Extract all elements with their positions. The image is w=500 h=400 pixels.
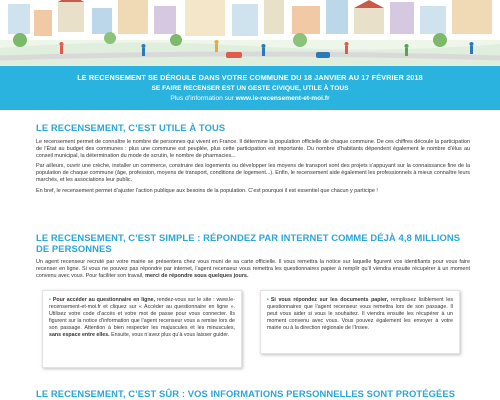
online-instructions-box (42, 290, 242, 368)
paper-instructions (267, 297, 453, 332)
info-prefix: Plus d’information sur (170, 95, 236, 102)
bullet-icon: • (49, 297, 51, 303)
section-title-simple: LE RECENSEMENT, C’EST SIMPLE : RÉPONDEZ PAR INTERNET COMME DÉJÀ 4,8 MILLIONS DE PERSONNES (36, 232, 461, 254)
campaign-band (0, 66, 500, 110)
illustration-banner (0, 0, 500, 66)
campaign-dates: LE RECENSEMENT SE DÉROULE DANS VOTRE COMMUNE DU 18 JANVIER AU 17 FÉVRIER 2018 (77, 73, 423, 82)
section-title-utile: LE RECENSEMENT, C’EST UTILE À TOUS (36, 122, 226, 133)
paragraph: Par ailleurs, ouvrir une crèche, installer un commerce, construire des logements ou développer les moyens de transport sont des projets s’appuyant sur la connaissance fine de la population de chaque commune (âge, profession, moyens de transport, conditions de logement...). Enfin, le recensement aide également les professionnels à mieux connaître leurs marchés, et les associations leur public. (36, 163, 470, 184)
section-sur (36, 388, 470, 399)
online-bold2: sans espace entre elles. (49, 332, 110, 338)
online-lead: Pour accéder au questionnaire en ligne, (52, 297, 156, 303)
paragraph: En bref, le recensement permet d’ajuster l’action publique aux besoins de la population. C’est pourquoi il est essentiel que chacun y participe ! (36, 187, 378, 194)
campaign-info (0, 95, 500, 102)
bullet-icon: • (267, 297, 269, 303)
paragraph: Le recensement permet de connaître le nombre de personnes qui vivent en France. Il détermine la population officielle de chaque commune. De ces chiffres découle la participation de l’État au budget des communes : plus une commune est peuplée, plus cette participation est importante. Du nombre d’habitants dépendent également le nombre d’élus au conseil municipal, la détermination du mode de scrutin, le nombre de pharmacies... (36, 139, 470, 160)
town-illustration (0, 0, 500, 66)
section-simple (36, 232, 470, 280)
paper-lead: Si vous répondez sur les documents papier, (270, 297, 389, 303)
online-text1: rendez-vous sur le site : www.le-recensement-et-moi.fr et cliquez sur « Accéder au questionnaire en ligne ». Utilisez votre code d’accès et votre mot de passe pour vous connecter. Ils figurent sur la notice d’information que l’agent recenseur vous a remise lors de son passage. Attention à bien respecter les majuscules et les minuscules, (49, 297, 236, 331)
paper-text1: remplissez lisiblement les questionnaires que l’agent recenseur vous remettra lors de son passage. Il peut vous aider si vous le souhaitez. Il viendra ensuite les récupérer à un moment convenu avec vous. Vous pouvez également les envoyer à votre mairie ou à la direction régionale de l’Insee. (267, 297, 453, 331)
section-title-sur: LE RECENSEMENT, C’EST SÛR : VOS INFORMATIONS PERSONNELLES SONT PROTÉGÉES (36, 388, 456, 399)
section-utile (36, 122, 470, 195)
campaign-slogan: SE FAIRE RECENSER EST UN GESTE CIVIQUE, UTILE À TOUS (151, 85, 349, 92)
paper-instructions-box (260, 290, 460, 354)
online-instructions (49, 297, 235, 339)
intro-text: Un agent recenseur recruté par votre mairie se présentera chez vous muni de sa carte officielle. Il vous remettra la notice sur laquelle figurent vos identifiants pour vous faire recenser en ligne. Si vous ne pouvez pas répondre par internet, l’agent recenseur vous remettra les questionnaires papier à remplir qu’il viendra ensuite récupérer à un moment convenu avec vous. Pour faciliter son travail, (36, 259, 470, 280)
intro-bold: merci de répondre sous quelques jours. (145, 273, 249, 280)
info-url-link[interactable]: www.le-recensement-et-moi.fr (235, 95, 330, 102)
online-text2: Ensuite, vous n’avez plus qu’à vous laisser guider. (109, 332, 230, 338)
paragraph (36, 259, 470, 280)
